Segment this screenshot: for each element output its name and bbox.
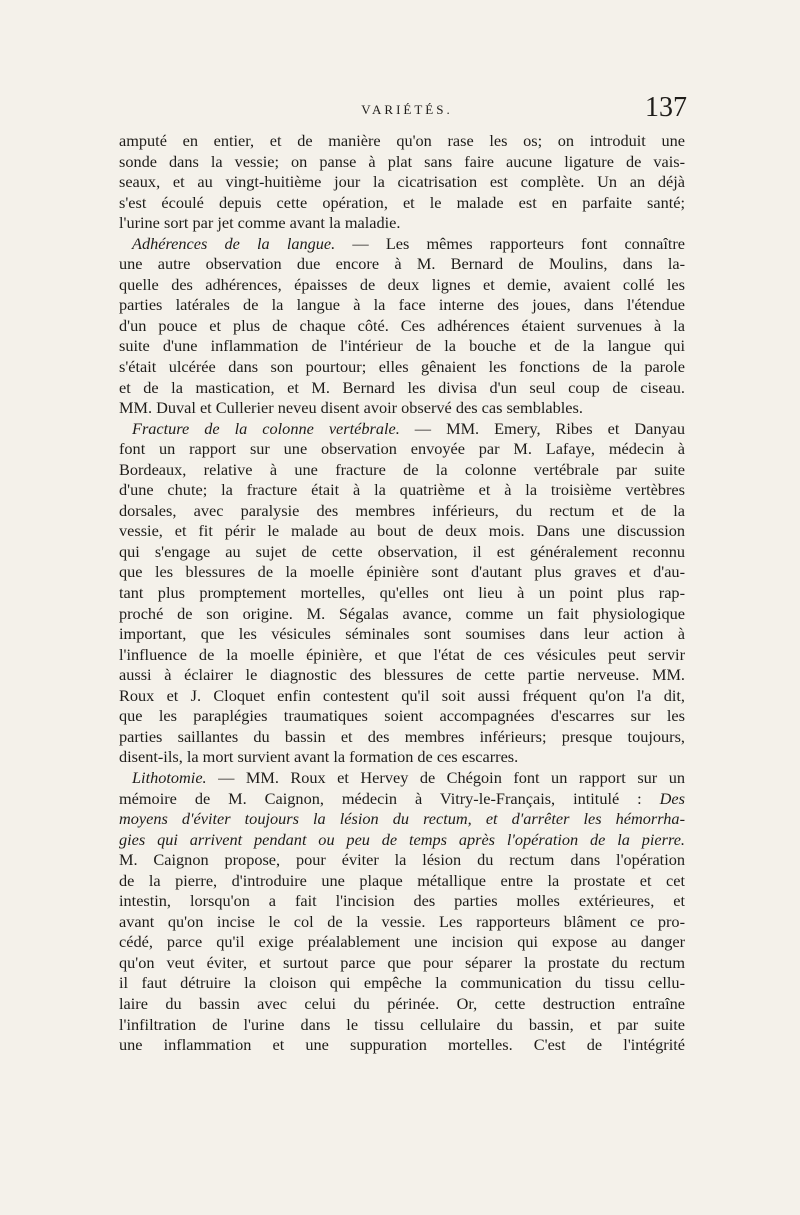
text-line — [119, 973, 685, 994]
text-span: l'influence de la moelle épinière, et que l'état de ces vésicules peut servir — [119, 644, 685, 664]
italic-text: Fracture de la colonne vertébrale. — [132, 418, 400, 438]
text-line — [119, 665, 685, 686]
running-title: VARIÉTÉS. — [361, 102, 453, 117]
text-span: dorsales, avec paralysie des membres inférieurs, du rectum et de la — [119, 500, 685, 520]
text-line — [119, 747, 685, 768]
text-line — [119, 480, 685, 501]
text-line — [119, 891, 685, 912]
text-line — [119, 932, 685, 953]
text-span: cédé, parce qu'il exige préalablement une incision qui expose au danger — [119, 932, 685, 952]
text-span: de la pierre, d'introduire une plaque métallique entre la prostate et cet — [119, 870, 685, 890]
text-span: l'infiltration de l'urine dans le tissu cellulaire du bassin, et par suite — [119, 1014, 685, 1034]
text-span: gies qui arrivent pendant ou peu de temps après l'opération de la pierre. — [119, 829, 685, 849]
text-line — [119, 419, 685, 440]
page-number: 137 — [645, 92, 687, 123]
text-line — [119, 768, 685, 789]
text-line — [119, 521, 685, 542]
text-line — [119, 789, 685, 810]
text-span: avant qu'on incise le col de la vessie. Les rapporteurs blâment ce pro- — [119, 911, 685, 931]
text-line — [119, 953, 685, 974]
text-line — [119, 316, 685, 337]
text-line — [119, 871, 685, 892]
page-header — [127, 92, 687, 134]
text-span: suite d'une inflammation de l'intérieur de la bouche et de la langue qui — [119, 336, 685, 356]
text-span: qu'on veut éviter, et surtout parce que pour séparer la prostate du rectum — [119, 952, 685, 972]
text-span: — MM. Roux et Hervey de Chégoin font un rapport sur un — [206, 767, 685, 787]
text-span: une inflammation et une suppuration mortelles. C'est de l'intégrité — [119, 1035, 685, 1055]
text-span: sonde dans la vessie; on panse à plat sans faire aucune ligature de vais- — [119, 151, 685, 171]
text-line — [119, 830, 685, 851]
text-line — [119, 357, 685, 378]
text-span: intestin, lorsqu'on a fait l'incision des parties molles extérieures, et — [119, 891, 685, 911]
text-span: d'un pouce et plus de chaque côté. Ces adhérences étaient survenues à la — [119, 315, 685, 335]
text-span: Bordeaux, relative à une fracture de la colonne vertébrale par suite — [119, 459, 685, 479]
text-span: important, que les vésicules séminales sont soumises dans leur action à — [119, 624, 685, 644]
text-span: parties latérales de la langue à la face interne des joues, dans l'étendue — [119, 295, 685, 315]
text-span: laire du bassin avec celui du périnée. Or, cette destruction entraîne — [119, 993, 685, 1013]
text-line — [119, 193, 685, 214]
text-line — [119, 295, 685, 316]
text-span: quelle des adhérences, épaisses de deux lignes et demie, avaient collé les — [119, 274, 685, 294]
text-line — [119, 131, 685, 152]
text-span: s'était ulcérée dans son pourtour; elles gênaient les fonctions de la parole — [119, 357, 685, 377]
text-span: que les paraplégies traumatiques soient accompagnées d'escarres sur les — [119, 706, 685, 726]
text-span: mémoire de M. Caignon, médecin à Vitry-le-Français, intitulé : — [119, 788, 660, 808]
text-span: que les blessures de la moelle épinière sont d'autant plus graves et d'au- — [119, 562, 685, 582]
text-line — [119, 398, 685, 419]
text-span: une autre observation due encore à M. Bernard de Moulins, dans la- — [119, 254, 685, 274]
text-line — [119, 686, 685, 707]
text-span: vessie, et fit périr le malade au bout de deux mois. Dans une discussion — [119, 521, 685, 541]
text-span: proché de son origine. M. Ségalas avance, comme un fait physiologique — [119, 603, 685, 623]
text-line — [119, 234, 685, 255]
text-line — [119, 645, 685, 666]
text-span: disent-ils, la mort survient avant la formation de ces escarres. — [119, 747, 519, 767]
text-line — [119, 1015, 685, 1036]
text-line — [119, 213, 685, 234]
text-span: parties saillantes du bassin et des membres inférieurs; presque toujours, — [119, 726, 685, 746]
italic-text: Adhérences de la langue. — [132, 233, 336, 253]
text-span: Roux et J. Cloquet enfin contestent qu'il soit aussi fréquent qu'on l'a dit, — [119, 685, 685, 705]
text-line — [119, 152, 685, 173]
text-span: l'urine sort par jet comme avant la maladie. — [119, 213, 401, 233]
text-line — [119, 172, 685, 193]
italic-text: Lithotomie. — [132, 767, 207, 787]
text-span: — Les mêmes rapporteurs font connaître — [335, 233, 686, 253]
text-line — [119, 378, 685, 399]
text-line — [119, 336, 685, 357]
text-line — [119, 583, 685, 604]
text-line — [119, 275, 685, 296]
text-line — [119, 1035, 685, 1056]
text-line — [119, 624, 685, 645]
body-text — [119, 131, 685, 1056]
text-span: moyens d'éviter toujours la lésion du rectum, et d'arrêter les hémorrha- — [119, 809, 685, 829]
text-span: MM. Duval et Cullerier neveu disent avoir observé des cas semblables. — [119, 398, 583, 418]
text-line — [119, 460, 685, 481]
text-span: M. Caignon propose, pour éviter la lésion du rectum dans l'opération — [119, 850, 685, 870]
text-span: font un rapport sur une observation envoyée par M. Lafaye, médecin à — [119, 439, 685, 459]
text-line — [119, 439, 685, 460]
text-span: il faut détruire la cloison qui empêche la communication du tissu cellu- — [119, 973, 685, 993]
text-line — [119, 809, 685, 830]
text-line — [119, 706, 685, 727]
text-line — [119, 604, 685, 625]
text-span: qui s'engage au sujet de cette observation, il est généralement reconnu — [119, 541, 685, 561]
text-line — [119, 562, 685, 583]
text-line — [119, 850, 685, 871]
text-line — [119, 727, 685, 748]
text-line — [119, 912, 685, 933]
text-line — [119, 501, 685, 522]
italic-text: Des — [659, 788, 685, 808]
text-span: tant plus promptement mortelles, qu'elles ont lieu à un point plus rap- — [119, 583, 685, 603]
text-span: seaux, et au vingt-huitième jour la cicatrisation est complète. Un an déjà — [119, 172, 685, 192]
text-span: et de la mastication, et M. Bernard les divisa d'un seul coup de ciseau. — [119, 377, 685, 397]
text-line — [119, 542, 685, 563]
text-span: aussi à éclairer le diagnostic des blessures de cette partie nerveuse. MM. — [119, 665, 685, 685]
text-line — [119, 994, 685, 1015]
text-span: amputé en entier, et de manière qu'on rase les os; on introduit une — [119, 131, 685, 150]
text-span: s'est écoulé depuis cette opération, et le malade est en parfaite santé; — [119, 192, 685, 212]
text-span: — MM. Emery, Ribes et Danyau — [399, 418, 685, 438]
text-span: d'une chute; la fracture était à la quatrième et à la troisième vertèbres — [119, 480, 685, 500]
text-line — [119, 254, 685, 275]
